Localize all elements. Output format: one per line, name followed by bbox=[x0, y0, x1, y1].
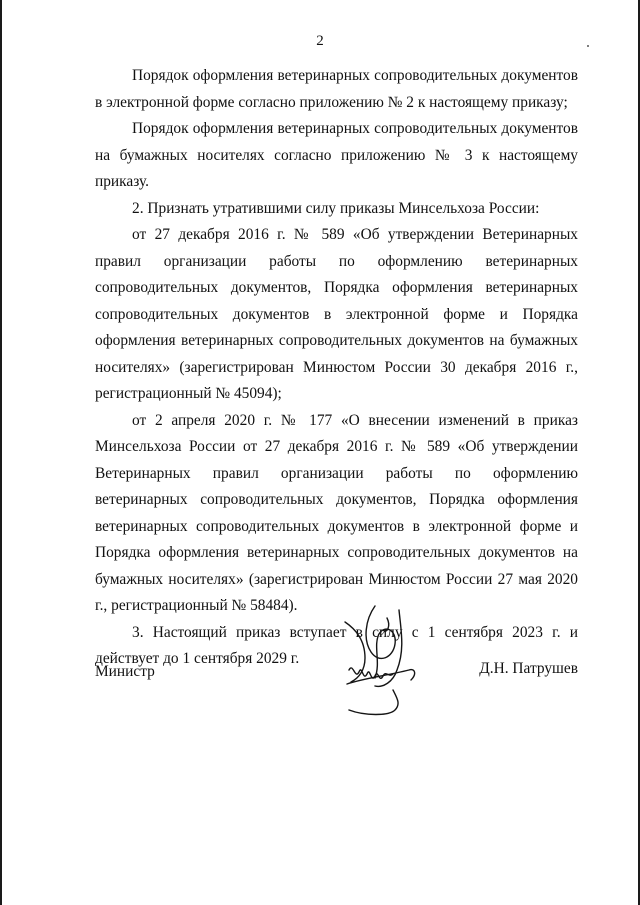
document-body bbox=[95, 63, 578, 673]
paragraph-electronic-order: Порядок оформления ветеринарных сопроводительных документов в электронной форме согласно приложению № 2 к настоящему приказу; bbox=[95, 67, 578, 111]
handwritten-signature bbox=[335, 600, 425, 720]
paragraph-repeal-order-589: от 27 декабря 2016 г. № 589 «Об утверждении Ветеринарных правил организации работы по оформлению ветеринарных сопроводительных документов, Порядка оформления ветеринарных сопроводительных документов в электронной форме и Порядка оформления ветеринарных сопроводительных документов на бумажных носителях» (зарегистрирован Минюстом России 30 декабря 2016 г., регистрационный № 45094); bbox=[95, 226, 578, 402]
paragraph-repeal-heading: 2. Признать утратившими силу приказы Минсельхоза России: bbox=[132, 199, 540, 217]
page-number: 2 bbox=[316, 33, 324, 49]
signatory-title: Министр bbox=[95, 663, 155, 680]
paragraph-paper-order: Порядок оформления ветеринарных сопроводительных документов на бумажных носителях согласно приложению № 3 к настоящему приказу. bbox=[95, 120, 578, 190]
scan-speck bbox=[587, 45, 589, 47]
paragraph-repeal-order-177: от 2 апреля 2020 г. № 177 «О внесении изменений в приказ Минсельхоза России от 27 декабря 2016 г. № 589 «Об утверждении Ветеринарных правил организации работы по оформлению ветеринарных сопроводительных документов, Порядка оформления ветеринарных сопроводительных документов в электронной форме и Порядка оформления ветеринарных сопроводительных документов на бумажных носителях» (зарегистрирован Минюстом России 27 мая 2020 г., регистрационный № 58484). bbox=[95, 411, 578, 614]
paragraph-effective-date: 3. Настоящий приказ вступает в силу с 1 сентября 2023 г. и действует до 1 сентября 2029 г. bbox=[95, 623, 578, 667]
signatory-name: Д.Н. Патрушев bbox=[479, 660, 578, 677]
